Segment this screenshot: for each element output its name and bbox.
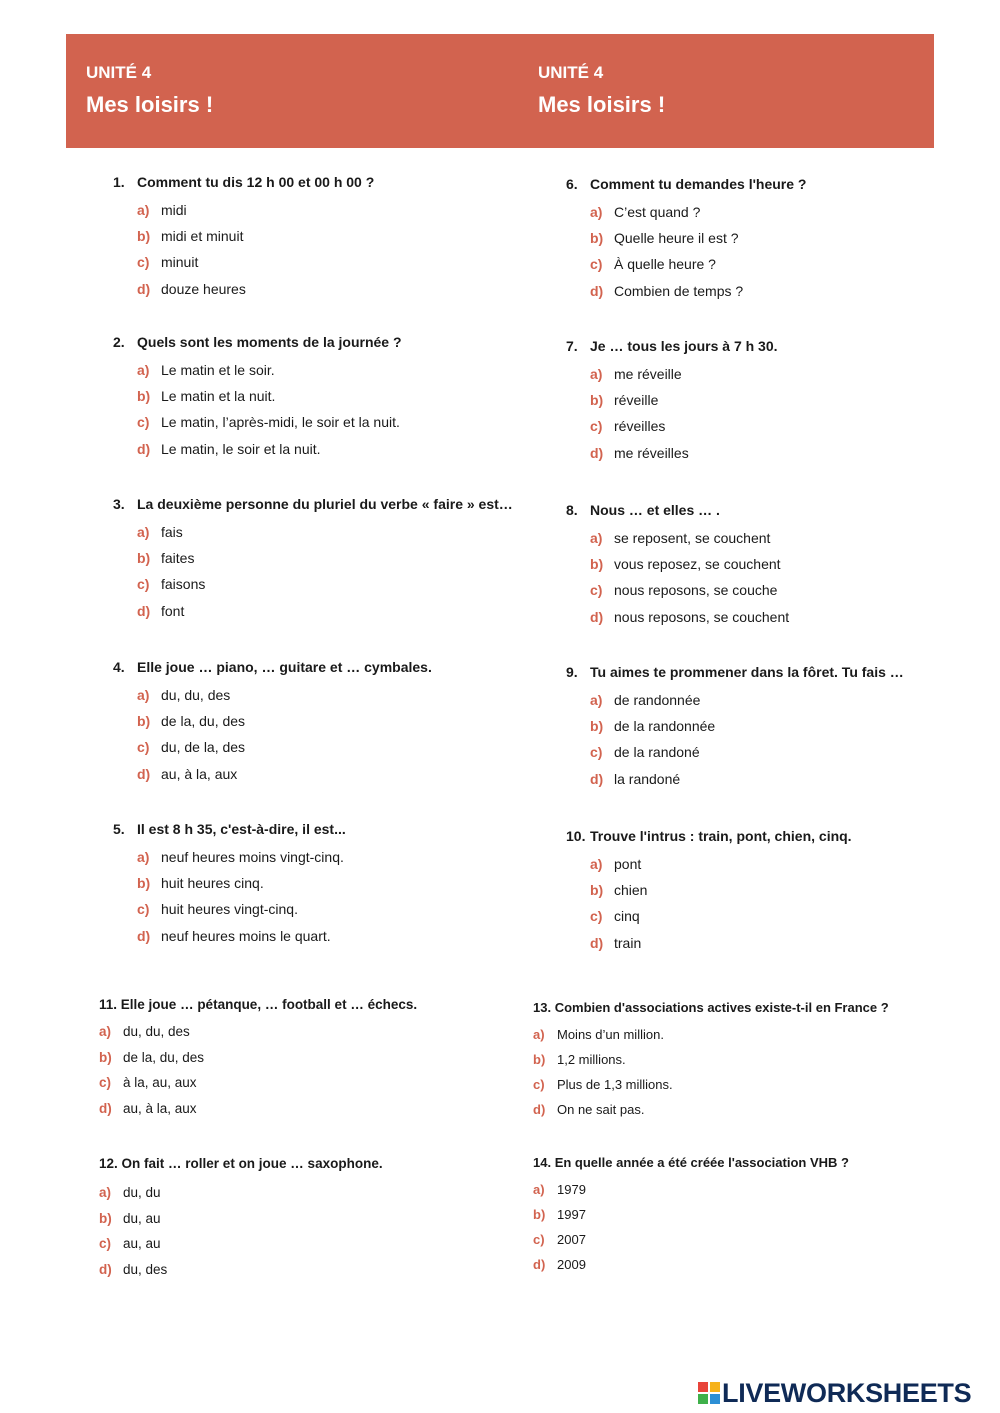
question-2 (113, 333, 402, 466)
option-b[interactable]: b) de la randonnée (590, 718, 716, 735)
question-10 (566, 827, 852, 960)
option-d[interactable]: d) Le matin, le soir et la nuit. (137, 440, 321, 457)
question-text: 9. Tu aimes te prommener dans la fôret. Tu fais … (566, 664, 904, 680)
option-a[interactable]: a) fais (137, 524, 183, 540)
question-text: 2. Quels sont les moments de la journée ? (113, 334, 402, 350)
option-a[interactable]: a) se reposent, se couchent (590, 530, 771, 546)
option-d[interactable]: d) nous reposons, se couchent (590, 608, 790, 625)
unit-label: UNITÉ 4 (86, 63, 152, 82)
option-a[interactable]: a) de randonnée (590, 692, 701, 708)
question-8 (566, 501, 789, 634)
question-5 (113, 820, 346, 953)
question-text: 6. Comment tu demandes l'heure ? (566, 176, 807, 192)
option-a[interactable]: a) neuf heures moins vingt-cinq. (137, 849, 344, 865)
question-9 (566, 663, 904, 796)
option-c[interactable]: c) cinq (590, 908, 640, 925)
option-d[interactable]: d) 2009 (533, 1256, 586, 1272)
option-d[interactable]: d) au, à la, aux (99, 1100, 197, 1116)
option-c[interactable]: c) faisons (137, 576, 206, 593)
option-b[interactable]: b) chien (590, 882, 648, 899)
option-d[interactable]: d) me réveilles (590, 444, 689, 461)
question-14 (533, 1154, 849, 1281)
option-d[interactable]: d) la randoné (590, 770, 681, 787)
question-text: 3. La deuxième personne du pluriel du verbe « faire » est… (113, 496, 513, 512)
logo-mark-icon (698, 1382, 720, 1404)
page-title: Mes loisirs ! (86, 92, 214, 117)
question-text: 5. Il est 8 h 35, c'est-à-dire, il est... (113, 821, 346, 837)
option-b[interactable]: b) Le matin et la nuit. (137, 388, 276, 405)
question-text: 1. Comment tu dis 12 h 00 et 00 h 00 ? (113, 174, 375, 190)
option-b[interactable]: b) de la, du, des (99, 1049, 205, 1065)
option-c[interactable]: c) à la, au, aux (99, 1075, 197, 1090)
option-b[interactable]: b) huit heures cinq. (137, 875, 264, 892)
option-c[interactable]: c) Plus de 1,3 millions. (533, 1076, 673, 1092)
option-c[interactable]: c) au, au (99, 1236, 161, 1251)
question-text: 8. Nous … et elles … . (566, 502, 720, 518)
option-a[interactable]: a) du, du, des (99, 1024, 190, 1039)
option-d[interactable]: d) du, des (99, 1261, 168, 1277)
question-11 (99, 996, 417, 1125)
option-d[interactable]: d) On ne sait pas. (533, 1101, 645, 1117)
option-c[interactable]: c) de la randoné (590, 744, 700, 761)
option-a[interactable]: a) pont (590, 856, 642, 872)
option-a[interactable]: a) me réveille (590, 366, 682, 382)
page-title: Mes loisirs ! (538, 92, 666, 117)
option-d[interactable]: d) douze heures (137, 280, 246, 297)
question-text: 10. Trouve l'intrus : train, pont, chien, cinq. (566, 828, 852, 844)
option-d[interactable]: d) train (590, 934, 642, 951)
question-text: 13. Combien d'associations actives existe-t-il en France ? (533, 1000, 889, 1015)
option-c[interactable]: c) Le matin, l’après-midi, le soir et la nuit. (137, 414, 400, 431)
question-6 (566, 175, 806, 308)
option-d[interactable]: d) font (137, 602, 185, 619)
question-13 (533, 999, 889, 1126)
option-c[interactable]: c) 2007 (533, 1231, 586, 1247)
question-1 (113, 173, 374, 306)
question-text: 11. Elle joue … pétanque, … football et … échecs. (99, 997, 418, 1012)
option-b[interactable]: b) 1997 (533, 1206, 586, 1222)
option-b[interactable]: b) Quelle heure il est ? (590, 230, 739, 247)
option-d[interactable]: d) Combien de temps ? (590, 282, 744, 299)
option-c[interactable]: c) huit heures vingt-cinq. (137, 901, 298, 918)
option-a[interactable]: a) du, du, des (137, 687, 231, 703)
question-4 (113, 658, 432, 791)
option-b[interactable]: b) midi et minuit (137, 228, 244, 245)
option-d[interactable]: d) au, à la, aux (137, 765, 238, 782)
option-b[interactable]: b) de la, du, des (137, 713, 246, 730)
liveworksheets-logo[interactable] (698, 1378, 994, 1408)
option-a[interactable]: a) C’est quand ? (590, 204, 701, 220)
option-a[interactable]: a) Moins d’un million. (533, 1027, 664, 1042)
question-text: 4. Elle joue … piano, … guitare et … cymbales. (113, 659, 432, 675)
option-c[interactable]: c) À quelle heure ? (590, 256, 716, 273)
logo-text: LIVEWORKSHEETS (722, 1378, 972, 1408)
option-d[interactable]: d) neuf heures moins le quart. (137, 927, 331, 944)
option-b[interactable]: b) réveille (590, 392, 659, 409)
option-c[interactable]: c) minuit (137, 254, 199, 271)
option-a[interactable]: a) Le matin et le soir. (137, 362, 275, 378)
option-b[interactable]: b) du, au (99, 1210, 161, 1226)
option-c[interactable]: c) réveilles (590, 418, 666, 435)
option-a[interactable]: a) du, du (99, 1185, 161, 1200)
question-7 (566, 337, 778, 470)
option-c[interactable]: c) du, de la, des (137, 739, 246, 756)
option-b[interactable]: b) vous reposez, se couchent (590, 556, 781, 573)
question-text: 14. En quelle année a été créée l'association VHB ? (533, 1155, 849, 1170)
option-a[interactable]: a) 1979 (533, 1182, 586, 1197)
unit-label: UNITÉ 4 (538, 63, 604, 82)
option-b[interactable]: b) faites (137, 550, 195, 567)
header-banner-left (66, 34, 516, 148)
question-text: 7. Je … tous les jours à 7 h 30. (566, 338, 778, 354)
option-c[interactable]: c) nous reposons, se couche (590, 582, 778, 599)
question-3 (113, 495, 513, 628)
question-text: 12. On fait … roller et on joue … saxophone. (99, 1156, 383, 1171)
header-banner-right (516, 34, 934, 148)
option-b[interactable]: b) 1,2 millions. (533, 1051, 626, 1067)
question-12 (99, 1155, 383, 1286)
option-a[interactable]: a) midi (137, 202, 187, 218)
